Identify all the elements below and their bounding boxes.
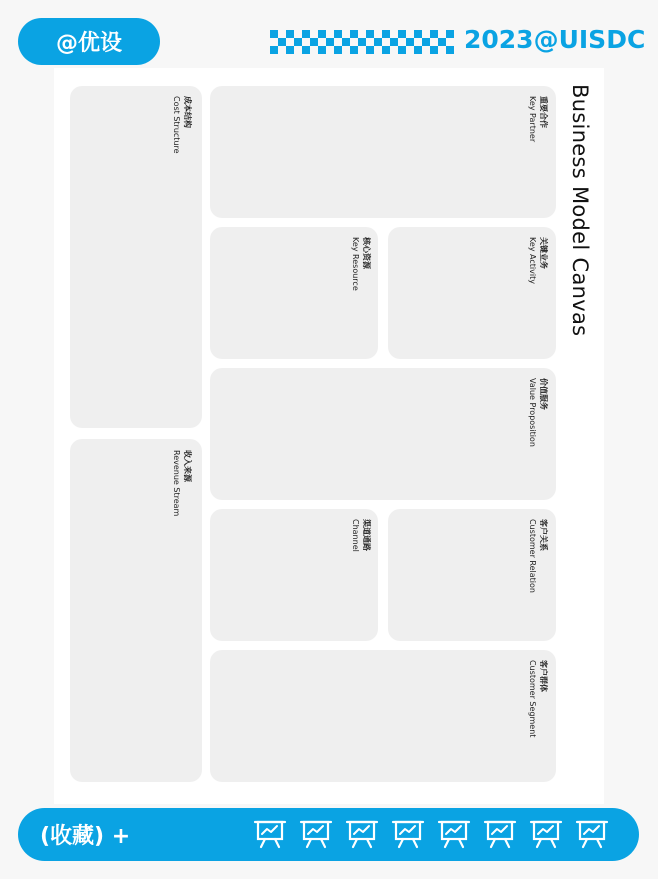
key-partner-box — [210, 86, 556, 218]
presentation-board-icon — [575, 818, 609, 850]
checker-square — [270, 30, 278, 38]
key-partner-label: 重要合作 Key Partner — [528, 96, 548, 143]
checker-square — [366, 46, 374, 54]
key-activity-label: 关键业务 Key Activity — [528, 237, 548, 284]
checker-square — [446, 30, 454, 38]
checker-square — [318, 46, 326, 54]
checker-square — [302, 30, 310, 38]
canvas-title: Business Model Canvas — [568, 84, 592, 337]
checker-square — [326, 38, 334, 46]
checker-square — [430, 30, 438, 38]
presentation-board-icon — [391, 818, 425, 850]
cost-structure-label: 成本结构 Cost Structure — [172, 96, 192, 154]
handle-badge — [18, 18, 160, 65]
checker-square — [382, 30, 390, 38]
checker-square — [414, 30, 422, 38]
customer-segment-label: 客户群体 Customer Segment — [528, 660, 548, 738]
checker-square — [278, 38, 286, 46]
checker-square — [406, 38, 414, 46]
collect-label[interactable]: (收藏) + — [40, 824, 131, 849]
checker-square — [374, 38, 382, 46]
checker-pattern — [270, 30, 454, 54]
checker-square — [366, 30, 374, 38]
checker-square — [310, 38, 318, 46]
presentation-board-icon — [345, 818, 379, 850]
value-proposition-box — [210, 368, 556, 500]
checker-square — [382, 46, 390, 54]
key-resource-label: 核心资源 Key Resource — [351, 237, 371, 291]
checker-square — [350, 46, 358, 54]
checker-square — [422, 38, 430, 46]
checker-square — [430, 46, 438, 54]
checker-square — [318, 30, 326, 38]
checker-square — [302, 46, 310, 54]
customer-segment-box — [210, 650, 556, 782]
checker-square — [334, 30, 342, 38]
value-proposition-label: 价值服务 Value Proposition — [528, 378, 548, 447]
checker-square — [438, 38, 446, 46]
checker-square — [414, 46, 422, 54]
channel-label: 渠道通路 Channel — [351, 519, 371, 552]
revenue-stream-label: 收入来源 Revenue Stream — [172, 450, 192, 517]
checker-square — [286, 46, 294, 54]
checker-square — [390, 38, 398, 46]
presentation-board-icon — [483, 818, 517, 850]
presentation-board-icon — [529, 818, 563, 850]
checker-square — [350, 30, 358, 38]
checker-square — [342, 38, 350, 46]
presentation-board-icon — [437, 818, 471, 850]
brand-text: 2023@UISDC — [464, 25, 646, 54]
checker-square — [398, 30, 406, 38]
checker-square — [358, 38, 366, 46]
presentation-board-icon — [299, 818, 333, 850]
checker-square — [398, 46, 406, 54]
handle-text: @优设 — [55, 31, 122, 56]
checker-square — [286, 30, 294, 38]
checker-square — [334, 46, 342, 54]
checker-square — [294, 38, 302, 46]
customer-relation-label: 客户关系 Customer Relation — [528, 519, 548, 593]
checker-square — [446, 46, 454, 54]
presentation-board-icon — [253, 818, 287, 850]
checker-square — [270, 46, 278, 54]
